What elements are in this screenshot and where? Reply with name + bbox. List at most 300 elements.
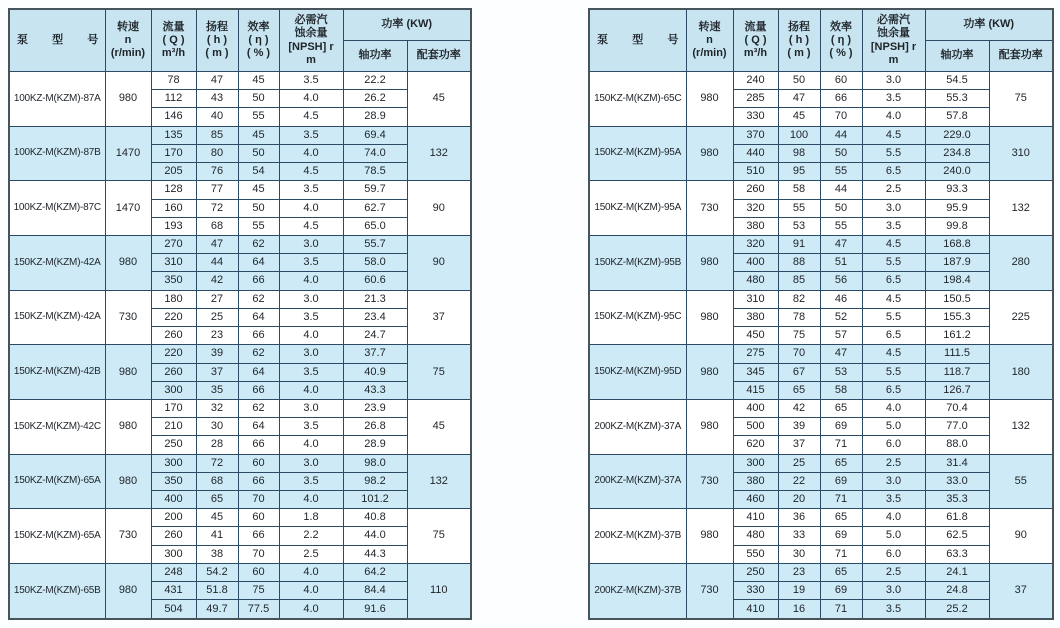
flow-cell: 300 [151, 545, 196, 563]
shaft-power-cell: 44.3 [343, 545, 407, 563]
shaft-power-cell: 26.8 [343, 418, 407, 436]
head-cell: 82 [778, 290, 820, 308]
npsh-cell: 2.2 [279, 527, 343, 545]
efficiency-cell: 71 [820, 491, 862, 509]
shaft-power-cell: 99.8 [925, 217, 989, 235]
npsh-cell: 4.5 [862, 126, 925, 144]
table-row [9, 72, 471, 90]
pump-model-cell: 150KZ-M(KZM)-42A [9, 235, 105, 290]
shaft-power-cell: 40.8 [343, 509, 407, 527]
pump-model-cell: 150KZ-M(KZM)-42B [9, 345, 105, 400]
head-cell: 72 [196, 454, 238, 472]
col-header-flow: 流量 ( Q ) m³/h [151, 9, 196, 72]
matched-power-cell: 90 [407, 181, 471, 236]
head-cell: 77 [196, 181, 238, 199]
speed-cell: 730 [686, 563, 733, 619]
npsh-cell: 3.0 [862, 199, 925, 217]
speed-cell: 1470 [105, 126, 151, 181]
shaft-power-cell: 24.1 [925, 563, 989, 581]
table-row [589, 181, 1053, 199]
pump-model-cell: 200KZ-M(KZM)-37A [589, 454, 686, 509]
shaft-power-cell: 88.0 [925, 436, 989, 454]
flow-cell: 415 [733, 381, 778, 399]
npsh-cell: 6.5 [862, 163, 925, 181]
head-cell: 100 [778, 126, 820, 144]
speed-cell: 980 [686, 345, 733, 400]
efficiency-cell: 66 [238, 272, 279, 290]
npsh-cell: 5.0 [862, 527, 925, 545]
npsh-cell: 3.5 [279, 363, 343, 381]
npsh-cell: 4.5 [862, 235, 925, 253]
speed-cell: 730 [686, 454, 733, 509]
npsh-cell: 3.5 [279, 126, 343, 144]
efficiency-cell: 71 [820, 545, 862, 563]
npsh-cell: 2.5 [862, 563, 925, 581]
speed-cell: 1470 [105, 181, 151, 236]
npsh-cell: 3.0 [279, 399, 343, 417]
speed-cell: 980 [686, 126, 733, 181]
npsh-cell: 4.0 [279, 199, 343, 217]
efficiency-cell: 69 [820, 527, 862, 545]
pump-model-cell: 150KZ-M(KZM)-95A [589, 126, 686, 181]
pump-model-cell: 200KZ-M(KZM)-37B [589, 509, 686, 564]
flow-cell: 370 [733, 126, 778, 144]
shaft-power-cell: 23.4 [343, 308, 407, 326]
efficiency-cell: 69 [820, 582, 862, 600]
flow-cell: 320 [733, 199, 778, 217]
table-row [589, 290, 1053, 308]
efficiency-cell: 52 [820, 308, 862, 326]
flow-cell: 350 [151, 272, 196, 290]
flow-cell: 310 [151, 254, 196, 272]
matched-power-cell: 75 [407, 345, 471, 400]
speed-cell: 980 [105, 345, 151, 400]
head-cell: 30 [778, 545, 820, 563]
head-cell: 95 [778, 163, 820, 181]
efficiency-cell: 65 [820, 399, 862, 417]
head-cell: 43 [196, 90, 238, 108]
efficiency-cell: 66 [238, 381, 279, 399]
efficiency-cell: 55 [238, 217, 279, 235]
flow-cell: 180 [151, 290, 196, 308]
head-cell: 53 [778, 217, 820, 235]
speed-cell: 980 [105, 72, 151, 127]
efficiency-cell: 65 [820, 454, 862, 472]
speed-cell: 730 [105, 509, 151, 564]
matched-power-cell: 75 [407, 509, 471, 564]
npsh-cell: 4.0 [279, 600, 343, 619]
npsh-cell: 2.5 [862, 181, 925, 199]
head-cell: 35 [196, 381, 238, 399]
matched-power-cell: 225 [989, 290, 1053, 345]
head-cell: 80 [196, 144, 238, 162]
efficiency-cell: 44 [820, 126, 862, 144]
shaft-power-cell: 43.3 [343, 381, 407, 399]
speed-cell: 980 [686, 399, 733, 454]
npsh-cell: 4.5 [279, 163, 343, 181]
shaft-power-cell: 31.4 [925, 454, 989, 472]
col-header-speed: 转速 n (r/min) [105, 9, 151, 72]
npsh-cell: 3.5 [862, 491, 925, 509]
flow-cell: 450 [733, 327, 778, 345]
shaft-power-cell: 59.7 [343, 181, 407, 199]
flow-cell: 400 [733, 399, 778, 417]
shaft-power-cell: 198.4 [925, 272, 989, 290]
speed-cell: 730 [686, 181, 733, 236]
flow-cell: 200 [151, 509, 196, 527]
npsh-cell: 3.5 [279, 254, 343, 272]
npsh-cell: 4.5 [279, 217, 343, 235]
shaft-power-cell: 95.9 [925, 199, 989, 217]
shaft-power-cell: 65.0 [343, 217, 407, 235]
npsh-cell: 4.0 [279, 582, 343, 600]
flow-cell: 210 [151, 418, 196, 436]
head-cell: 51.8 [196, 582, 238, 600]
efficiency-cell: 51 [820, 254, 862, 272]
flow-cell: 345 [733, 363, 778, 381]
head-cell: 42 [778, 399, 820, 417]
col-header-flow: 流量 ( Q ) m³/h [733, 9, 778, 72]
col-header-speed: 转速 n (r/min) [686, 9, 733, 72]
shaft-power-cell: 37.7 [343, 345, 407, 363]
npsh-cell: 4.0 [279, 491, 343, 509]
npsh-cell: 5.5 [862, 144, 925, 162]
matched-power-cell: 90 [989, 509, 1053, 564]
speed-cell: 980 [686, 235, 733, 290]
shaft-power-cell: 26.2 [343, 90, 407, 108]
head-cell: 32 [196, 399, 238, 417]
flow-cell: 78 [151, 72, 196, 90]
pump-spec-table-right-body [589, 72, 1053, 620]
efficiency-cell: 44 [820, 181, 862, 199]
table-row [589, 454, 1053, 472]
head-cell: 70 [778, 345, 820, 363]
speed-cell: 980 [686, 72, 733, 127]
shaft-power-cell: 229.0 [925, 126, 989, 144]
col-header-matched-power: 配套功率 [989, 41, 1053, 72]
head-cell: 25 [196, 308, 238, 326]
head-cell: 50 [778, 72, 820, 90]
head-cell: 33 [778, 527, 820, 545]
efficiency-cell: 65 [820, 509, 862, 527]
shaft-power-cell: 70.4 [925, 399, 989, 417]
flow-cell: 170 [151, 399, 196, 417]
head-cell: 85 [778, 272, 820, 290]
npsh-cell: 1.8 [279, 509, 343, 527]
head-cell: 38 [196, 545, 238, 563]
head-cell: 37 [196, 363, 238, 381]
shaft-power-cell: 98.2 [343, 472, 407, 490]
matched-power-cell: 90 [407, 235, 471, 290]
head-cell: 44 [196, 254, 238, 272]
shaft-power-cell: 21.3 [343, 290, 407, 308]
matched-power-cell: 37 [989, 563, 1053, 619]
efficiency-cell: 57 [820, 327, 862, 345]
shaft-power-cell: 155.3 [925, 308, 989, 326]
npsh-cell: 3.5 [279, 72, 343, 90]
shaft-power-cell: 61.8 [925, 509, 989, 527]
table-row [9, 509, 471, 527]
speed-cell: 980 [105, 399, 151, 454]
head-cell: 75 [778, 327, 820, 345]
head-cell: 45 [778, 108, 820, 126]
shaft-power-cell: 62.5 [925, 527, 989, 545]
head-cell: 91 [778, 235, 820, 253]
head-cell: 49.7 [196, 600, 238, 619]
head-cell: 88 [778, 254, 820, 272]
head-cell: 47 [778, 90, 820, 108]
pump-model-cell: 150KZ-M(KZM)-95A [589, 181, 686, 236]
shaft-power-cell: 98.0 [343, 454, 407, 472]
head-cell: 72 [196, 199, 238, 217]
matched-power-cell: 45 [407, 72, 471, 127]
col-header-head: 扬程 ( h ) ( m ) [778, 9, 820, 72]
flow-cell: 240 [733, 72, 778, 90]
shaft-power-cell: 126.7 [925, 381, 989, 399]
shaft-power-cell: 69.4 [343, 126, 407, 144]
head-cell: 76 [196, 163, 238, 181]
shaft-power-cell: 55.3 [925, 90, 989, 108]
shaft-power-cell: 78.5 [343, 163, 407, 181]
flow-cell: 400 [151, 491, 196, 509]
speed-cell: 980 [686, 290, 733, 345]
npsh-cell: 4.0 [279, 272, 343, 290]
npsh-cell: 3.5 [862, 217, 925, 235]
table-header [589, 9, 1053, 72]
flow-cell: 205 [151, 163, 196, 181]
npsh-cell: 4.0 [279, 327, 343, 345]
efficiency-cell: 62 [238, 345, 279, 363]
head-cell: 85 [196, 126, 238, 144]
flow-cell: 260 [733, 181, 778, 199]
efficiency-cell: 70 [238, 491, 279, 509]
shaft-power-cell: 54.5 [925, 72, 989, 90]
pump-model-cell: 150KZ-M(KZM)-65C [589, 72, 686, 127]
table-row [9, 454, 471, 472]
matched-power-cell: 132 [989, 181, 1053, 236]
shaft-power-cell: 93.3 [925, 181, 989, 199]
flow-cell: 400 [733, 254, 778, 272]
efficiency-cell: 47 [820, 345, 862, 363]
npsh-cell: 3.0 [279, 290, 343, 308]
flow-cell: 620 [733, 436, 778, 454]
efficiency-cell: 66 [238, 327, 279, 345]
npsh-cell: 3.5 [279, 308, 343, 326]
head-cell: 23 [778, 563, 820, 581]
shaft-power-cell: 28.9 [343, 436, 407, 454]
head-cell: 55 [778, 199, 820, 217]
efficiency-cell: 58 [820, 381, 862, 399]
shaft-power-cell: 63.3 [925, 545, 989, 563]
efficiency-cell: 50 [820, 199, 862, 217]
efficiency-cell: 47 [820, 235, 862, 253]
matched-power-cell: 110 [407, 563, 471, 619]
npsh-cell: 2.5 [279, 545, 343, 563]
flow-cell: 500 [733, 418, 778, 436]
shaft-power-cell: 234.8 [925, 144, 989, 162]
matched-power-cell: 310 [989, 126, 1053, 181]
speed-cell: 730 [105, 290, 151, 345]
head-cell: 65 [778, 381, 820, 399]
table-row [589, 345, 1053, 363]
col-header-efficiency: 效率 ( η ) ( % ) [238, 9, 279, 72]
efficiency-cell: 66 [820, 90, 862, 108]
npsh-cell: 4.0 [862, 108, 925, 126]
efficiency-cell: 75 [238, 582, 279, 600]
pump-model-cell: 100KZ-M(KZM)-87B [9, 126, 105, 181]
shaft-power-cell: 58.0 [343, 254, 407, 272]
efficiency-cell: 70 [238, 545, 279, 563]
efficiency-cell: 55 [238, 108, 279, 126]
npsh-cell: 4.0 [279, 381, 343, 399]
shaft-power-cell: 24.8 [925, 582, 989, 600]
flow-cell: 550 [733, 545, 778, 563]
efficiency-cell: 66 [238, 436, 279, 454]
flow-cell: 380 [733, 217, 778, 235]
head-cell: 27 [196, 290, 238, 308]
efficiency-cell: 60 [238, 563, 279, 581]
npsh-cell: 6.5 [862, 327, 925, 345]
shaft-power-cell: 64.2 [343, 563, 407, 581]
efficiency-cell: 62 [238, 235, 279, 253]
col-header-matched-power: 配套功率 [407, 41, 471, 72]
matched-power-cell: 180 [989, 345, 1053, 400]
flow-cell: 350 [151, 472, 196, 490]
table-row [589, 72, 1053, 90]
head-cell: 30 [196, 418, 238, 436]
shaft-power-cell: 24.7 [343, 327, 407, 345]
npsh-cell: 4.0 [279, 563, 343, 581]
efficiency-cell: 64 [238, 308, 279, 326]
npsh-cell: 3.0 [279, 345, 343, 363]
table-row [9, 399, 471, 417]
efficiency-cell: 50 [238, 199, 279, 217]
shaft-power-cell: 187.9 [925, 254, 989, 272]
speed-cell: 980 [105, 454, 151, 509]
efficiency-cell: 62 [238, 290, 279, 308]
head-cell: 54.2 [196, 563, 238, 581]
efficiency-cell: 64 [238, 254, 279, 272]
npsh-cell: 2.5 [862, 454, 925, 472]
shaft-power-cell: 22.2 [343, 72, 407, 90]
head-cell: 40 [196, 108, 238, 126]
flow-cell: 410 [733, 509, 778, 527]
efficiency-cell: 50 [238, 144, 279, 162]
col-header-efficiency: 效率 ( η ) ( % ) [820, 9, 862, 72]
shaft-power-cell: 44.0 [343, 527, 407, 545]
efficiency-cell: 60 [820, 72, 862, 90]
shaft-power-cell: 161.2 [925, 327, 989, 345]
shaft-power-cell: 33.0 [925, 472, 989, 490]
efficiency-cell: 56 [820, 272, 862, 290]
head-cell: 39 [778, 418, 820, 436]
flow-cell: 310 [733, 290, 778, 308]
efficiency-cell: 70 [820, 108, 862, 126]
col-header-power-kw: 功率 (KW) [343, 9, 471, 41]
npsh-cell: 4.5 [279, 108, 343, 126]
efficiency-cell: 54 [238, 163, 279, 181]
flow-cell: 270 [151, 235, 196, 253]
flow-cell: 135 [151, 126, 196, 144]
flow-cell: 300 [151, 381, 196, 399]
efficiency-cell: 46 [820, 290, 862, 308]
matched-power-cell: 37 [407, 290, 471, 345]
efficiency-cell: 50 [238, 90, 279, 108]
efficiency-cell: 64 [238, 363, 279, 381]
table-row [9, 290, 471, 308]
npsh-cell: 5.5 [862, 363, 925, 381]
table-row [9, 181, 471, 199]
speed-cell: 980 [105, 235, 151, 290]
npsh-cell: 5.5 [862, 308, 925, 326]
head-cell: 78 [778, 308, 820, 326]
npsh-cell: 4.0 [862, 509, 925, 527]
efficiency-cell: 45 [238, 126, 279, 144]
flow-cell: 440 [733, 144, 778, 162]
pump-model-cell: 150KZ-M(KZM)-95D [589, 345, 686, 400]
pump-model-cell: 100KZ-M(KZM)-87A [9, 72, 105, 127]
matched-power-cell: 132 [407, 126, 471, 181]
npsh-cell: 4.0 [279, 90, 343, 108]
shaft-power-cell: 57.8 [925, 108, 989, 126]
shaft-power-cell: 55.7 [343, 235, 407, 253]
flow-cell: 410 [733, 600, 778, 619]
head-cell: 20 [778, 491, 820, 509]
matched-power-cell: 75 [989, 72, 1053, 127]
pump-spec-table-left [8, 8, 472, 620]
flow-cell: 260 [151, 363, 196, 381]
efficiency-cell: 69 [820, 418, 862, 436]
flow-cell: 160 [151, 199, 196, 217]
efficiency-cell: 45 [238, 181, 279, 199]
shaft-power-cell: 91.6 [343, 600, 407, 619]
col-header-pump-model: 泵 型 号 [9, 9, 105, 72]
efficiency-cell: 55 [820, 217, 862, 235]
npsh-cell: 6.0 [862, 545, 925, 563]
flow-cell: 220 [151, 345, 196, 363]
pump-model-cell: 150KZ-M(KZM)-42C [9, 399, 105, 454]
npsh-cell: 6.0 [862, 436, 925, 454]
col-header-npsh: 必需汽 蚀余量 [NPSH] r m [862, 9, 925, 72]
matched-power-cell: 132 [989, 399, 1053, 454]
npsh-cell: 3.5 [279, 472, 343, 490]
flow-cell: 260 [151, 527, 196, 545]
pump-spec-table-right [588, 8, 1054, 620]
pump-model-cell: 100KZ-M(KZM)-87C [9, 181, 105, 236]
pump-model-cell: 150KZ-M(KZM)-42A [9, 290, 105, 345]
col-header-power-kw: 功率 (KW) [925, 9, 1053, 41]
table-header [9, 9, 471, 72]
matched-power-cell: 280 [989, 235, 1053, 290]
npsh-cell: 4.0 [862, 399, 925, 417]
head-cell: 22 [778, 472, 820, 490]
flow-cell: 300 [733, 454, 778, 472]
efficiency-cell: 65 [820, 563, 862, 581]
npsh-cell: 3.5 [862, 90, 925, 108]
efficiency-cell: 66 [238, 472, 279, 490]
flow-cell: 480 [733, 272, 778, 290]
pump-model-cell: 200KZ-M(KZM)-37B [589, 563, 686, 619]
flow-cell: 193 [151, 217, 196, 235]
efficiency-cell: 69 [820, 472, 862, 490]
efficiency-cell: 60 [238, 454, 279, 472]
head-cell: 47 [196, 72, 238, 90]
flow-cell: 380 [733, 308, 778, 326]
shaft-power-cell: 118.7 [925, 363, 989, 381]
shaft-power-cell: 62.7 [343, 199, 407, 217]
npsh-cell: 3.5 [279, 181, 343, 199]
head-cell: 36 [778, 509, 820, 527]
